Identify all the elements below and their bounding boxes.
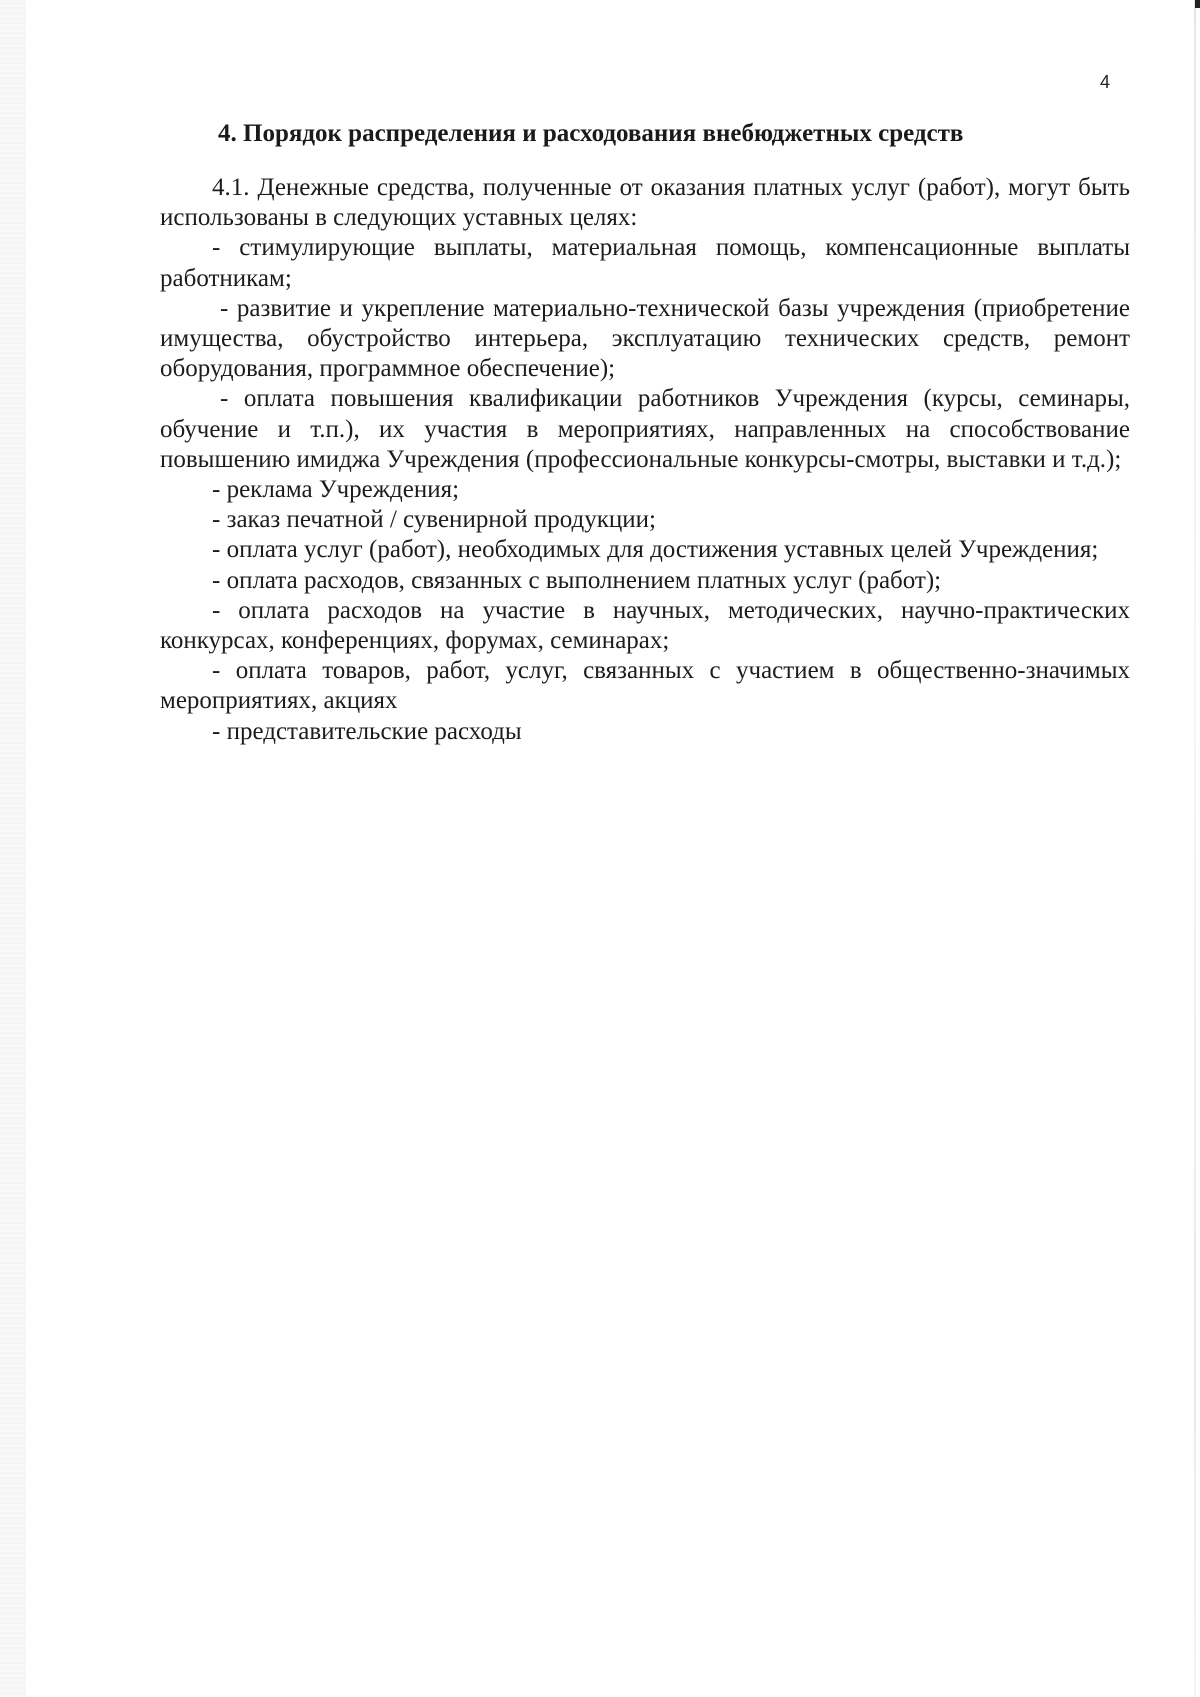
document-body [160,173,1130,747]
scan-corner-mark [1195,0,1200,8]
scan-edge-left [0,0,26,1697]
list-item-public-events: - оплата товаров, работ, услуг, связанных с участием в общественно-значимых мероприятиях, акциях [160,657,1130,715]
list-item-conferences: - оплата расходов на участие в научных, методических, научно-практических конкурсах, конференциях, форумах, семинарах; [160,596,1130,655]
section-title: 4. Порядок распределения и расходования внебюджетных средств [218,120,964,147]
list-item-printed-products: - заказ печатной / сувенирной продукции; [212,506,656,534]
page-number: 4 [1100,72,1111,92]
list-item-representative-expenses: - представительские расходы [212,717,522,745]
list-item-advertising: - реклама Учреждения; [212,476,460,504]
list-item-material-base: - развитие и укрепление материально-технической базы учреждения (приобретение имущества, обустройство интерьера, эксплуатацию технических средств, ремонт оборудования, программное обеспечение); [160,294,1130,383]
paragraph-4-1: 4.1. Денежные средства, полученные от оказания платных услуг (работ), могут быть использованы в следующих уставных целях: [160,174,1130,232]
list-item-paid-services-expenses: - оплата расходов, связанных с выполнением платных услуг (работ); [212,566,942,594]
list-item-incentive-payments: - стимулирующие выплаты, материальная помощь, компенсационные выплаты работникам; [160,234,1130,292]
list-item-qualification: - оплата повышения квалификации работников Учреждения (курсы, семинары, обучение и т.п.), их участия в мероприятиях, направленных на способствование повышению имиджа Учреждения (профессиональные конкурсы-смотры, выставки и т.д.); [160,385,1130,473]
scan-edge-right [1194,0,1196,1697]
list-item-services-payment: - оплата услуг (работ), необходимых для достижения уставных целей Учреждения; [212,536,1099,564]
